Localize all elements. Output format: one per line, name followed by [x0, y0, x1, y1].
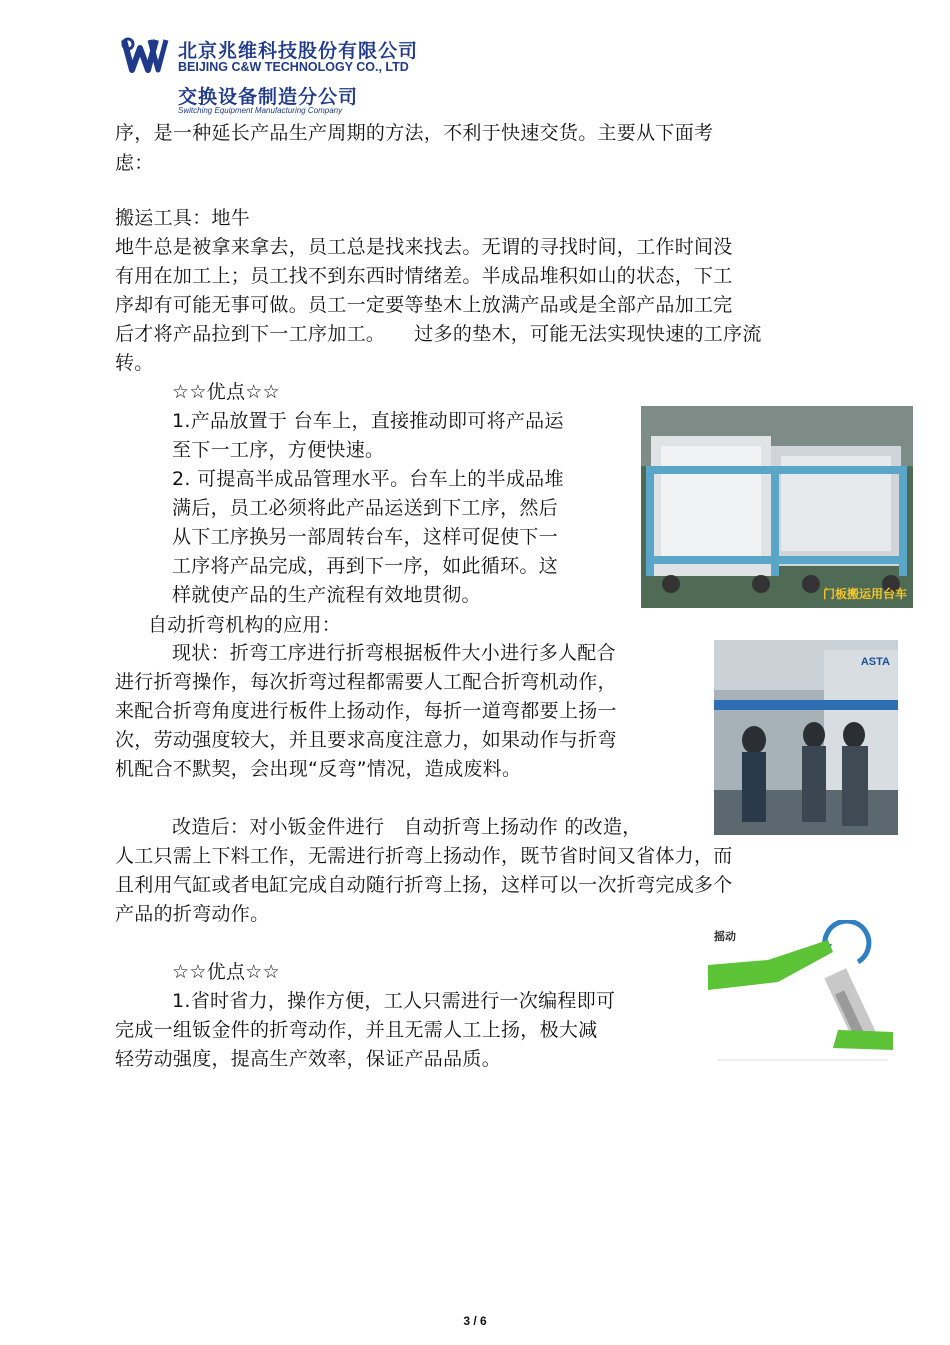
- page-number: 3 / 6: [463, 1314, 487, 1328]
- paragraph-line: 完成一组钣金件的折弯动作，并且无需人工上扬，极大减: [115, 1019, 598, 1041]
- cart-caption: 门板搬运用台车: [822, 587, 907, 601]
- company-name-en: BEIJING C&W TECHNOLOGY CO., LTD: [178, 60, 409, 74]
- paragraph-line: 样就使产品的生产流程有效地贯彻。: [172, 584, 481, 606]
- paragraph-line: 至下一工序，方便快速。: [172, 439, 385, 461]
- paragraph-line: 虑：: [115, 152, 154, 174]
- paragraph-line: 改造后：对小钣金件进行 自动折弯上扬动作 的改造，: [172, 816, 642, 838]
- paragraph-line: 轻劳动强度，提高生产效率，保证产品品质。: [115, 1048, 502, 1070]
- paragraph-line: 次，劳动强度较大，并且要求高度注意力，如果动作与折弯: [115, 729, 617, 751]
- paragraph-line: 有用在加工上；员工找不到东西时情绪差。半成品堆积如山的状态，下工: [115, 265, 733, 287]
- paragraph-line: 机配合不默契，会出现“反弯”情况，造成废料。: [115, 758, 522, 780]
- cart-photo: [641, 406, 913, 608]
- paragraph-line: 1.省时省力，操作方便，工人只需进行一次编程即可: [172, 990, 616, 1012]
- paragraph-line: 序，是一种延长产品生产周期的方法，不利于快速交货。主要从下面考: [115, 122, 714, 144]
- machine-brand-label: ASTA: [860, 656, 890, 668]
- paragraph-line: 进行折弯操作，每次折弯过程都需要人工配合折弯机动作，: [115, 671, 617, 693]
- paragraph-line: 来配合折弯角度进行板件上扬动作，每折一道弯都要上扬一: [115, 700, 617, 722]
- advantages-heading: ☆☆优点☆☆: [172, 381, 280, 403]
- division-name-cn: 交换设备制造分公司: [178, 86, 359, 108]
- paragraph-line: 转。: [115, 352, 154, 374]
- paragraph-line: 序却有可能无事可做。员工一定要等垫木上放满产品或是全部产品加工完: [115, 294, 733, 316]
- diagram-label: 摇动: [714, 930, 736, 943]
- paragraph-line: 2. 可提高半成品管理水平。台车上的半成品堆: [172, 468, 564, 490]
- paragraph-line: 人工只需上下料工作，无需进行折弯上扬动作，既节省时间又省体力，而: [115, 845, 733, 867]
- section-heading: 搬运工具：地牛: [115, 207, 251, 229]
- paragraph-line: 1.产品放置于 台车上，直接推动即可将产品运: [172, 410, 564, 432]
- bending-machine-photo: [714, 640, 898, 835]
- section-heading: 自动折弯机构的应用：: [148, 614, 342, 636]
- paragraph-line: 现状：折弯工序进行折弯根据板件大小进行多人配合: [172, 642, 616, 664]
- company-name-cn: 北京兆维科技股份有限公司: [178, 40, 419, 62]
- paragraph-line: 且利用气缸或者电缸完成自动随行折弯上扬，这样可以一次折弯完成多个: [115, 874, 733, 896]
- paragraph-line: 地牛总是被拿来拿去，员工总是找来找去。无谓的寻找时间，工作时间没: [115, 236, 733, 258]
- paragraph-line: 从下工序换另一部周转台车，这样可促使下一: [172, 526, 559, 548]
- paragraph-line: 后才将产品拉到下一工序加工。 过多的垫木，可能无法实现快速的工序流: [115, 323, 762, 345]
- paragraph-line: 满后，员工必须将此产品运送到下工序，然后: [172, 497, 559, 519]
- division-name-en: Switching Equipment Manufacturing Company: [178, 106, 343, 115]
- paragraph-line: 工序将产品完成，再到下一序，如此循环。这: [172, 555, 559, 577]
- auto-bending-diagram: [708, 920, 898, 1065]
- advantages-heading: ☆☆优点☆☆: [172, 961, 280, 983]
- company-logo-icon: [120, 34, 172, 78]
- paragraph-line: 产品的折弯动作。: [115, 903, 270, 925]
